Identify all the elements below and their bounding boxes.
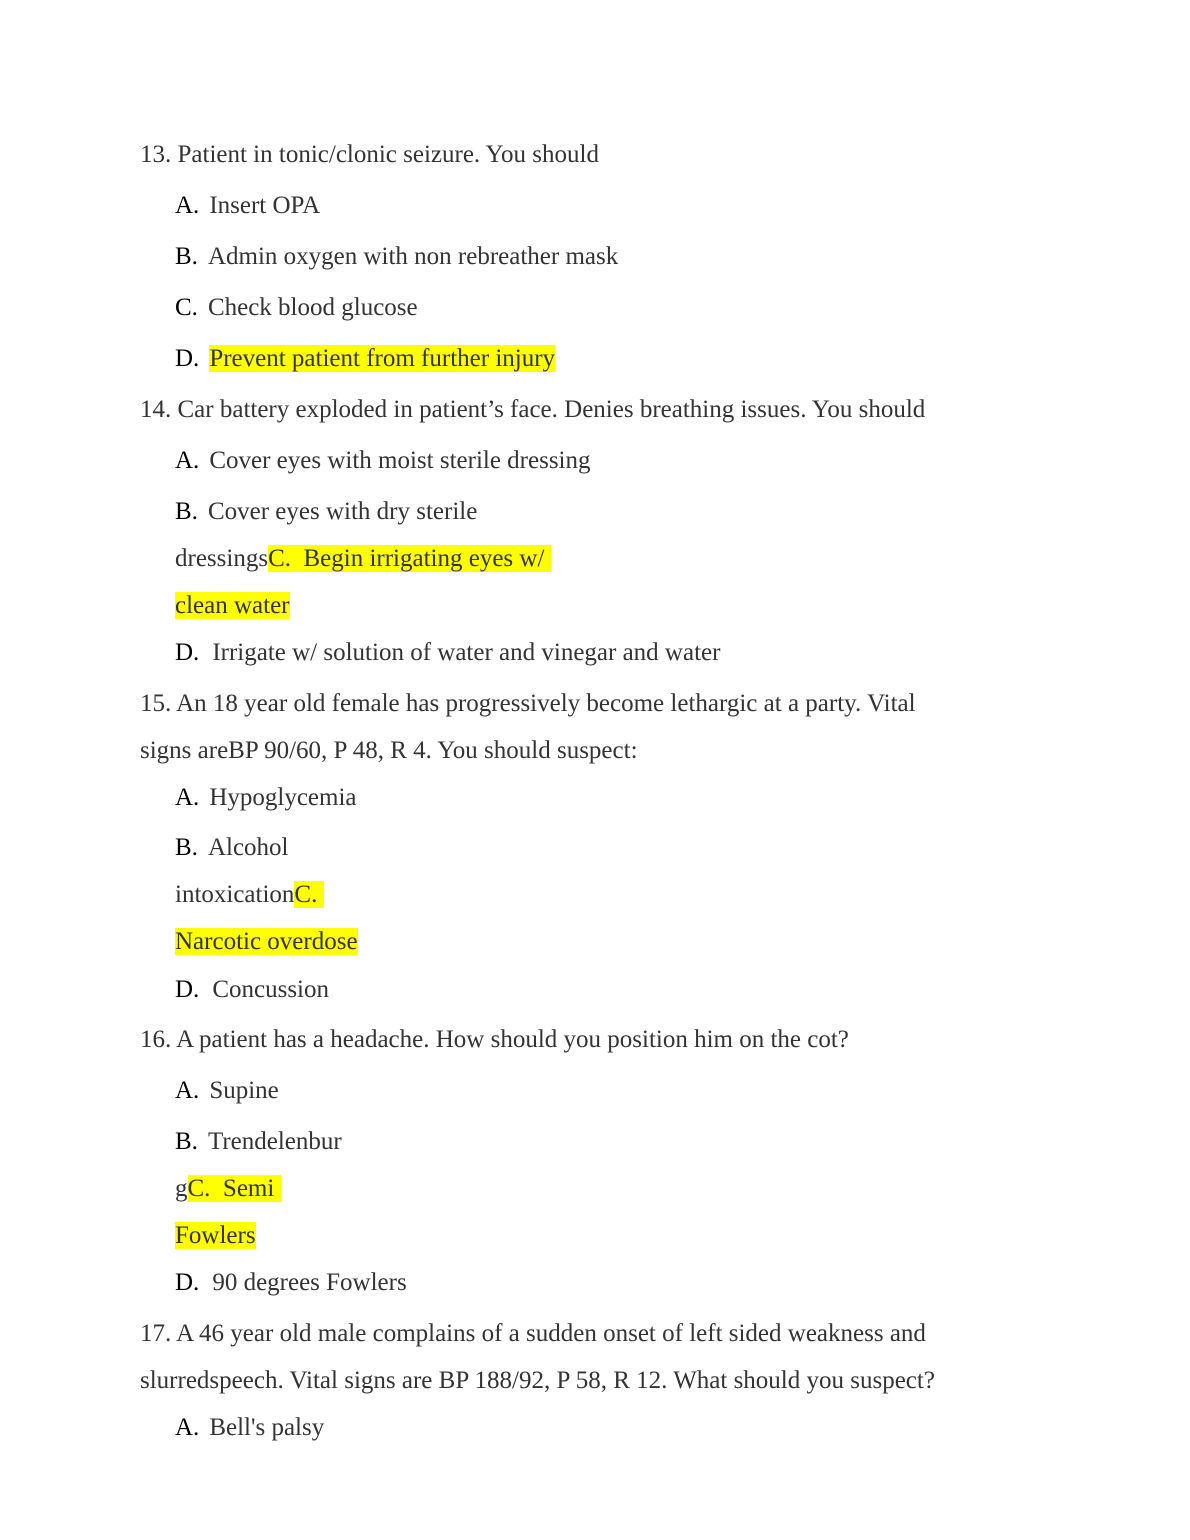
option-text: intoxication bbox=[175, 881, 295, 908]
option-letter: A. bbox=[175, 1077, 200, 1104]
question-text: signs areBP 90/60, P 48, R 4. You should suspect: bbox=[140, 737, 638, 764]
highlighted-answer: Fowlers bbox=[175, 1222, 256, 1249]
option-letter: D. bbox=[175, 639, 200, 666]
question-number: 17. bbox=[140, 1320, 172, 1347]
q13-option-d bbox=[175, 344, 555, 374]
option-letter: B. bbox=[175, 1128, 198, 1155]
q15-option-b-c-line bbox=[175, 880, 324, 910]
highlighted-answer: C. bbox=[294, 881, 324, 908]
option-letter: A. bbox=[175, 784, 200, 811]
q16-option-c-line2 bbox=[175, 1221, 256, 1251]
question-13 bbox=[140, 140, 599, 170]
question-17 bbox=[140, 1319, 926, 1349]
option-text: Admin oxygen with non rebreather mask bbox=[207, 243, 619, 270]
highlighted-answer: Narcotic overdose bbox=[175, 928, 358, 955]
q15-option-d bbox=[175, 975, 329, 1005]
q14-option-d bbox=[175, 638, 720, 668]
option-text: Hypoglycemia bbox=[209, 784, 357, 811]
question-text: A 46 year old male complains of a sudden onset of left sided weakness and bbox=[176, 1320, 926, 1347]
q17-option-a bbox=[175, 1413, 324, 1443]
option-text: g bbox=[175, 1175, 188, 1202]
q16-option-d bbox=[175, 1268, 407, 1298]
option-text: Alcohol bbox=[207, 834, 289, 861]
q16-option-a bbox=[175, 1076, 279, 1106]
option-letter: C. bbox=[175, 294, 198, 321]
q15-option-a bbox=[175, 783, 357, 813]
option-text: dressings bbox=[175, 545, 269, 572]
option-letter: D. bbox=[175, 976, 200, 1003]
highlighted-answer: Prevent patient from further injury bbox=[209, 345, 556, 372]
q16-option-b-c-line bbox=[175, 1174, 281, 1204]
question-number: 16. bbox=[140, 1026, 172, 1053]
question-number: 13. bbox=[140, 141, 172, 168]
option-letter: D. bbox=[175, 345, 200, 372]
option-text: Check blood glucose bbox=[207, 294, 418, 321]
question-16 bbox=[140, 1025, 849, 1055]
question-text: Car battery exploded in patient’s face. Denies breathing issues. You should bbox=[177, 396, 926, 423]
option-letter: A. bbox=[175, 447, 200, 474]
question-17-line2 bbox=[140, 1366, 935, 1396]
question-text: Patient in tonic/clonic seizure. You should bbox=[177, 141, 599, 168]
q14-option-b bbox=[175, 497, 477, 527]
question-14 bbox=[140, 395, 925, 425]
q16-option-b bbox=[175, 1127, 342, 1157]
option-text: Cover eyes with dry sterile bbox=[207, 498, 478, 525]
option-letter: B. bbox=[175, 243, 198, 270]
option-text: Insert OPA bbox=[209, 192, 321, 219]
q13-option-c bbox=[175, 293, 418, 323]
question-15 bbox=[140, 689, 916, 719]
option-text: 90 degrees Fowlers bbox=[212, 1269, 407, 1296]
question-15-line2 bbox=[140, 736, 638, 766]
option-text: Bell's palsy bbox=[209, 1414, 325, 1441]
q14-option-a bbox=[175, 446, 591, 476]
q13-option-b bbox=[175, 242, 618, 272]
q14-option-b-c-line bbox=[175, 544, 551, 574]
question-text: An 18 year old female has progressively become lethargic at a party. Vital bbox=[176, 690, 916, 717]
option-letter: A. bbox=[175, 1414, 200, 1441]
option-letter: A. bbox=[175, 192, 200, 219]
highlighted-answer: clean water bbox=[175, 592, 290, 619]
highlighted-answer: C. Begin irrigating eyes w/ bbox=[268, 545, 551, 572]
option-letter: D. bbox=[175, 1269, 200, 1296]
question-number: 15. bbox=[140, 690, 172, 717]
question-number: 14. bbox=[140, 396, 172, 423]
option-letter: B. bbox=[175, 834, 198, 861]
option-text: Cover eyes with moist sterile dressing bbox=[209, 447, 591, 474]
option-text: Concussion bbox=[212, 976, 329, 1003]
option-text: Trendelenbur bbox=[207, 1128, 342, 1155]
option-text: Supine bbox=[209, 1077, 279, 1104]
option-letter: B. bbox=[175, 498, 198, 525]
q15-option-c-line2 bbox=[175, 927, 358, 957]
question-text: slurredspeech. Vital signs are BP 188/92, P 58, R 12. What should you suspect? bbox=[140, 1367, 935, 1394]
q14-option-c-line2 bbox=[175, 591, 290, 621]
option-text: Irrigate w/ solution of water and vinegar and water bbox=[212, 639, 721, 666]
question-text: A patient has a headache. How should you position him on the cot? bbox=[176, 1026, 849, 1053]
highlighted-answer: C. Semi bbox=[187, 1175, 281, 1202]
q13-option-a bbox=[175, 191, 320, 221]
q15-option-b bbox=[175, 833, 288, 863]
